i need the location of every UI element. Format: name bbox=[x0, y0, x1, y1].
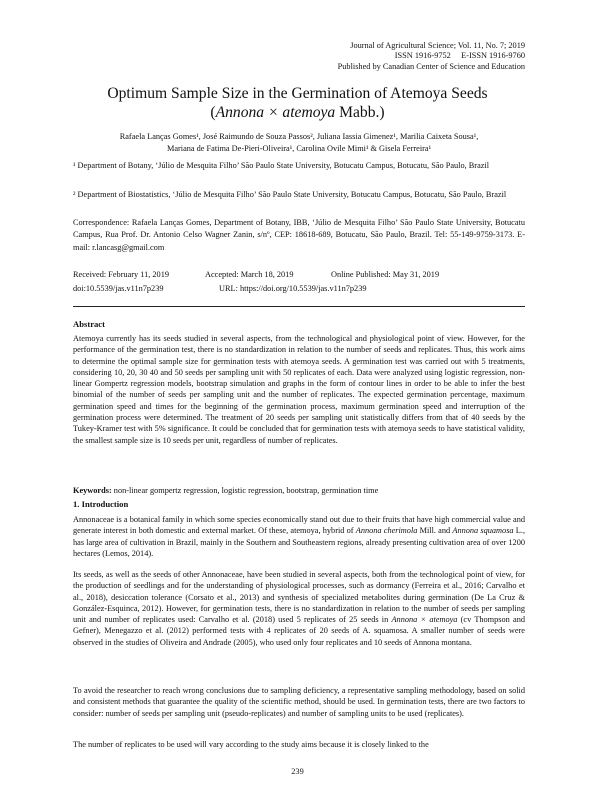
accepted-date: Accepted: March 18, 2019 bbox=[205, 270, 294, 279]
title-line-2-rest: Mabb.) bbox=[335, 104, 385, 121]
section-heading-introduction: 1. Introduction bbox=[73, 499, 129, 509]
doi-url[interactable]: URL: https://doi.org/10.5539/jas.v11n7p239 bbox=[219, 284, 367, 293]
intro-paragraph-2 bbox=[73, 569, 525, 648]
identifiers bbox=[73, 284, 525, 293]
header-divider bbox=[73, 306, 525, 307]
received-date: Received: February 11, 2019 bbox=[73, 270, 170, 279]
p1-text-c: L., has large area of cultivation in Brazil, mainly in the Southern and Southeastern regions, already presenting cultivation area of over 1200 hectares (Lemos, 2014). bbox=[73, 526, 526, 558]
p1-text-a: Annonaceae is a botanical family in which some species economically stand out due to their fruits that have high commercial value and generate interest in both domestic and external market. Of these, atemoya, hybrid of bbox=[73, 515, 525, 536]
journal-publisher: Published by Canadian Center of Science and Education bbox=[337, 61, 525, 71]
p1-species-2: Annona squamosa bbox=[452, 526, 514, 536]
title-paren-open: ( bbox=[210, 104, 216, 121]
title-line-1: Optimum Sample Size in the Germination of Atemoya Seeds bbox=[107, 85, 488, 102]
p2-species: Annona × atemoya bbox=[391, 615, 458, 625]
p2-text-b: (cv Thompson and Gefner), Menegazzo et al. (2012) performed tests with 4 replicates of 20 seeds of A. squamosa. A smaller number of seeds were observed in the studies of Oliveira and Andrade (2005), who used only four replicates and 10 seeds of Annona montana. bbox=[73, 615, 526, 647]
journal-header bbox=[338, 41, 525, 72]
author-list bbox=[73, 131, 525, 156]
doi: doi:10.5539/jas.v11n7p239 bbox=[73, 284, 164, 293]
journal-issn: ISSN 1916-9752 E-ISSN 1916-9760 bbox=[394, 51, 525, 61]
affiliation-1: ¹ Department of Botany, ‘Júlio de Mesquita Filho’ São Paulo State University, Botucatu Campus, Botucatu, São Paulo, Brazil bbox=[73, 161, 490, 170]
p1-species-1: Annona cherimola bbox=[355, 526, 418, 536]
authors-line-1: Rafaela Lanças Gomes¹, José Raimundo de Souza Passos², Juliana Iassia Gimenez¹, Marilia Caixeta Sousa¹, bbox=[119, 132, 479, 141]
intro-paragraph-1 bbox=[73, 514, 525, 559]
keywords-text: non-linear gompertz regression, logistic regression, bootstrap, germination time bbox=[111, 486, 379, 495]
published-date: Online Published: May 31, 2019 bbox=[331, 270, 440, 279]
p2-text-a: Its seeds, as well as the seeds of other Annonaceae, have been studied in several aspects, both from the technological point of view, for the production of seedlings and for the understanding of physiological processes, such as dormancy (Ferreira et al., 2016; Carvalho et al., 2018), desiccation tolerance (Corsato et al., 2013) and synthesis of specialized metabolites during germination (De La Cruz & González-Esquinca, 2012). However, for germination tests, there is no standardization in relation to the number of seeds per sampling unit and number of replicates used: Carvalho et al. (2018) used 5 replicates of 25 seeds in bbox=[73, 570, 525, 625]
correspondence: Correspondence: Rafaela Lanças Gomes, Department of Botany, IBB, ‘Júlio de Mesquita Filho’ São Paulo State University, Botucatu Campus, Rua Prof. Dr. Antonio Celso Wagner Zanin, s/nº, CEP: 18618-689, Botucatu, São Paulo, Brazil. Tel: 55-149-9759-3173. E-mail: r.lancasg@gmail.com bbox=[73, 218, 525, 252]
publication-dates bbox=[73, 270, 525, 279]
keywords-label: Keywords: bbox=[73, 486, 112, 495]
journal-citation: Journal of Agricultural Science; Vol. 11, No. 7; 2019 bbox=[350, 41, 525, 50]
title-line-2 bbox=[0, 103, 595, 122]
title-species-italic: Annona × atemoya bbox=[215, 104, 336, 121]
p1-text-b: Mill. and bbox=[417, 526, 453, 536]
abstract-text: Atemoya currently has its seeds studied in several aspects, from the technological and physiological point of view. However, for the performance of the germination test, there is no standardization in relation to the number of seeds and replicates. Thus, this work aims to determine the optimal sample size for germination tests with atemoya seeds. A germination test was carried out with 5 treatments, considering 10, 20, 30 40 and 50 seeds per sampling unit with 50 replicates of each. Data were analyzed using logistic regression, non-linear Gompertz regression models, bootstrap simulation and graphs in the form of contour lines in order to be able to infer the best binomial of the number of seeds per sampling unit and the number of replicates. The expected germination percentage, maximum germination speed and times for the beginning of the germination process, maximum germination speed and interruption of the germination process were determined. The treatment of 20 seeds per sampling unit statistically differs from that of 40 seeds by the Tukey-Kramer test with 5% significance. It could be concluded that for germination tests with atemoya seeds to have statistical validity, the smallest sample size is 10 seeds per unit, regardless of number of replicates. bbox=[73, 334, 525, 445]
affiliation-2: ² Department of Biostatistics, ‘Júlio de Mesquita Filho’ São Paulo State University, Botucatu Campus, Botucatu, São Paulo, Brazil bbox=[73, 190, 507, 199]
abstract-heading: Abstract bbox=[73, 319, 105, 329]
paper-title bbox=[0, 84, 595, 122]
keywords bbox=[73, 485, 525, 496]
intro-paragraph-3: To avoid the researcher to reach wrong conclusions due to sampling deficiency, a representative sampling methodology, based on solid and consistent methods that guarantee the quality of the scientific method, should be used. In germination tests, there are two factors to consider: number of seeds per sampling unit (pseudo-replicates) and number of sampling units to be used (replicates). bbox=[73, 686, 525, 718]
intro-paragraph-4: The number of replicates to be used will vary according to the study aims because it is closely linked to the bbox=[73, 740, 429, 749]
page-number: 239 bbox=[291, 767, 304, 776]
authors-line-2: Mariana de Fatima De-Pieri-Oliveira¹, Carolina Ovile Mimi¹ & Gisela Ferreira¹ bbox=[166, 144, 432, 154]
